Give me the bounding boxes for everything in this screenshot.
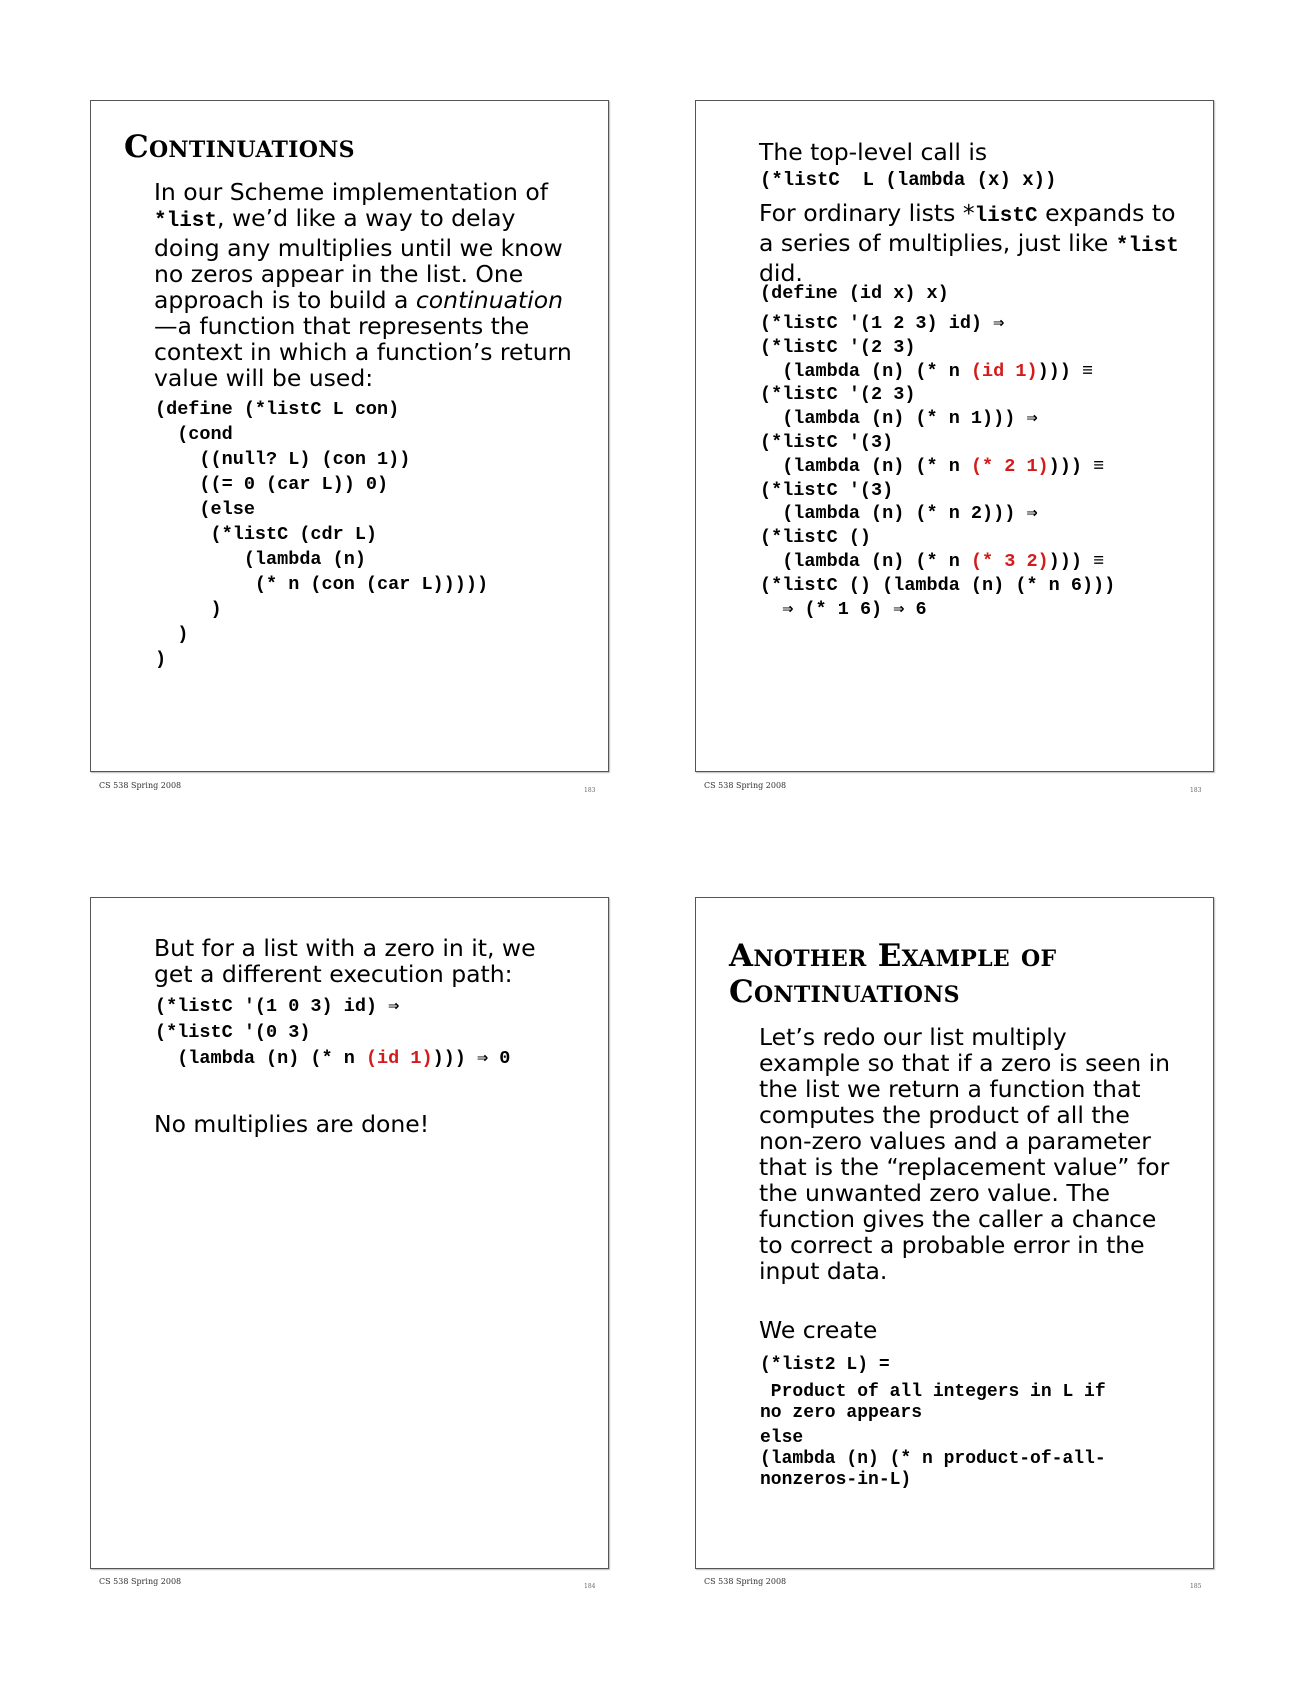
slide-footer: CS 538 Spring 2008 (99, 1577, 182, 1586)
slide-paragraph (759, 200, 1179, 286)
text-run: (*listC '(1 0 3) id) ⇒ (155, 996, 400, 1017)
slide-footer: CS 538 Spring 2008 (99, 781, 182, 790)
slide-toplevel-call (695, 100, 1214, 772)
text-run: ))) ≡ (1048, 455, 1105, 477)
trace-line (760, 360, 1115, 384)
trace-line (155, 994, 510, 1020)
text-run: (*listC '(3) (760, 479, 894, 501)
slide-continuations (90, 100, 609, 772)
page-number: 184 (584, 1583, 596, 1590)
call-code: (*listC L (lambda (x) x)) (760, 169, 1057, 191)
trace-line (760, 312, 1115, 336)
text-run: (lambda (n) (* n (760, 550, 971, 572)
code-description (760, 1382, 1106, 1424)
text-run: In our Scheme implementation of (154, 178, 549, 206)
page-number: 183 (1190, 787, 1202, 794)
code-line: ) (155, 649, 167, 670)
code-line: else (760, 1428, 804, 1448)
text-run: expands to a series of multiplies, just like (759, 199, 1176, 257)
text-run: , we’d like a way to delay doing any multiplies until we know no zeros appear in the list. One approach is to build a (154, 204, 563, 314)
trace-line (760, 455, 1115, 479)
intro-text: But for a list with a zero in it, we get a different execution path: (154, 934, 536, 988)
text-run: (lambda (n) (* n 1))) ⇒ (760, 408, 1038, 430)
trace-code (760, 312, 1115, 621)
code-line: ) (155, 599, 222, 620)
code-line: (else (155, 499, 255, 520)
slide-title: Continuations (124, 129, 355, 165)
trace-line (155, 1046, 510, 1072)
code-line: (cond (155, 424, 233, 445)
define-code: (define (id x) x) (760, 283, 949, 304)
text-run: —a function that represents the context in which a function’s return value will be used: (154, 312, 572, 392)
text-run: did. (759, 259, 803, 287)
trace-line (760, 336, 1115, 360)
code-line: ((= 0 (car L)) 0) (155, 474, 389, 495)
trace-line (760, 526, 1115, 550)
text-run: ))) ≡ (1048, 550, 1105, 572)
trace-code (155, 994, 510, 1072)
text-run: (*listC '(2 3) (760, 336, 916, 358)
page-number: 183 (584, 787, 596, 794)
trace-line (760, 598, 1115, 622)
highlight-text: (* 2 1) (970, 455, 1049, 477)
text-run: ))) ⇒ 0 (432, 1048, 511, 1069)
code-line: (* n (con (car L))))) (155, 574, 489, 595)
slide-paragraph (154, 179, 574, 391)
code-block (155, 397, 488, 672)
outro-text: No multiplies are done! (154, 1110, 430, 1138)
we-create-text: We create (759, 1316, 878, 1344)
intro-text: The top-level call is (759, 138, 988, 166)
trace-line (760, 479, 1115, 503)
trace-line (760, 550, 1115, 574)
code-signature: (*list2 L) = (760, 1355, 890, 1375)
slide-another-example (695, 897, 1214, 1569)
text-run: (*listC '(2 3) (760, 384, 916, 406)
inline-code: *list (1115, 235, 1179, 258)
code-else (760, 1428, 1106, 1491)
slide-zero-path (90, 897, 609, 1569)
page-number: 185 (1190, 1583, 1202, 1590)
code-line: (*listC (cdr L) (155, 524, 378, 545)
text-run: (*listC '(1 2 3) id) ⇒ (760, 313, 1005, 334)
slide-title: Another Example of Continuations (729, 938, 1057, 1010)
text-run: For ordinary lists * (759, 199, 975, 227)
trace-line (760, 574, 1115, 598)
code-line: ((null? L) (con 1)) (155, 449, 411, 470)
trace-line (760, 407, 1115, 431)
code-line: Product of all integers in L if (760, 1382, 1106, 1402)
text-run: (lambda (n) (* n (155, 1048, 366, 1069)
code-line: (lambda (n) (* n product-of-all- (760, 1449, 1106, 1469)
slide-footer: CS 538 Spring 2008 (704, 781, 787, 790)
trace-line (760, 502, 1115, 526)
text-run: (*listC () (lambda (n) (* n 6))) (760, 574, 1116, 596)
trace-line (760, 431, 1115, 455)
highlight-text: (id 1) (365, 1048, 433, 1069)
slide-paragraph: Let’s redo our list multiply example so that if a zero is seen in the list we return a function that computes the product of all the non-zero values and a parameter that is the “replacement value” for the unwanted zero value. The function gives the caller a chance to correct a probable error in the input data. (759, 1023, 1171, 1285)
emphasis-text: continuation (415, 286, 564, 314)
text-run: ))) ≡ (1037, 360, 1094, 382)
inline-code: *list (154, 210, 218, 233)
text-run: (*listC '(0 3) (155, 1022, 311, 1043)
text-run: ⇒ (* 1 6) ⇒ 6 (760, 598, 927, 620)
inline-code: listC (974, 205, 1038, 228)
trace-line (155, 1020, 510, 1046)
trace-line (760, 383, 1115, 407)
text-run: (lambda (n) (* n 2))) ⇒ (760, 503, 1038, 525)
text-run: (*listC '(3) (760, 431, 894, 453)
code-line: (define (*listC L con) (155, 399, 400, 420)
highlight-text: (id 1) (970, 360, 1038, 382)
text-run: (*listC () (760, 527, 872, 549)
code-line: (lambda (n) (155, 549, 366, 570)
slide-footer: CS 538 Spring 2008 (704, 1577, 787, 1586)
code-line: nonzeros-in-L) (760, 1470, 912, 1490)
text-run: (lambda (n) (* n (760, 455, 971, 477)
code-line: ) (155, 624, 189, 645)
code-line: no zero appears (760, 1403, 923, 1423)
highlight-text: (* 3 2) (970, 550, 1049, 572)
text-run: (lambda (n) (* n (760, 360, 971, 382)
